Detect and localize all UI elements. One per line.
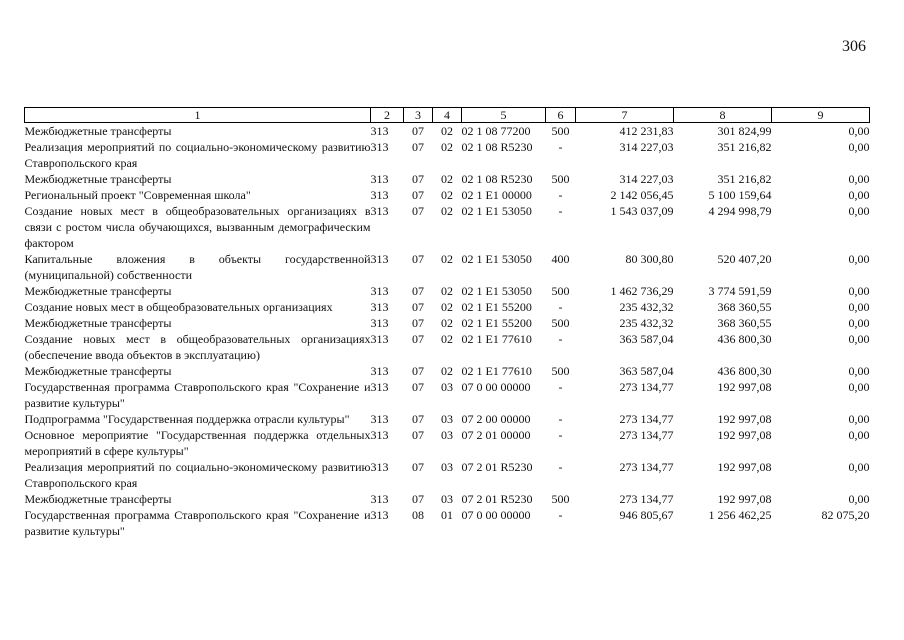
row-vr: -	[558, 380, 563, 394]
table-row	[25, 283, 870, 299]
row-vr: 500	[551, 172, 570, 186]
row-vr: -	[558, 428, 563, 442]
row-value-7: 80 300,80	[625, 252, 674, 266]
row-value-8: 436 800,30	[717, 364, 772, 378]
row-name: Создание новых мест в общеобразовательных организациях в связи с ростом числа обучающихся, вызванным демографическим фактором	[24, 204, 371, 250]
row-pr: 02	[441, 364, 453, 378]
col-header-ved: 2	[371, 108, 404, 123]
col-header-csr: 5	[462, 108, 546, 123]
row-value-8: 4 294 998,79	[708, 204, 772, 218]
row-rz: 07	[412, 492, 424, 506]
row-ved: 313	[370, 380, 389, 394]
row-value-7: 273 134,77	[619, 492, 674, 506]
table-row	[25, 411, 870, 427]
row-value-7: 273 134,77	[619, 412, 674, 426]
row-rz: 07	[412, 300, 424, 314]
row-rz: 07	[412, 124, 424, 138]
row-name: Реализация мероприятий по социально-экономическому развитию Ставропольского края	[24, 140, 371, 170]
row-csr: 07 2 01 00000	[461, 428, 531, 442]
row-pr: 03	[441, 428, 453, 442]
row-vr: -	[558, 412, 563, 426]
row-pr: 03	[441, 492, 453, 506]
row-value-8: 192 997,08	[717, 428, 772, 442]
row-name: Региональный проект "Современная школа"	[24, 188, 251, 202]
row-pr: 03	[441, 412, 453, 426]
row-name: Межбюджетные трансферты	[24, 364, 172, 378]
row-value-7: 273 134,77	[619, 428, 674, 442]
row-value-7: 363 587,04	[619, 332, 674, 346]
row-name: Межбюджетные трансферты	[24, 492, 172, 506]
row-value-7: 235 432,32	[619, 300, 674, 314]
col-header-value-7: 7	[576, 108, 674, 123]
row-value-7: 946 805,67	[619, 508, 674, 522]
row-value-8: 368 360,55	[717, 316, 772, 330]
row-csr: 02 1 E1 77610	[461, 332, 532, 346]
row-value-8: 436 800,30	[717, 332, 772, 346]
col-header-name: 1	[25, 108, 371, 123]
row-name: Государственная программа Ставропольского края "Сохранение и развитие культуры"	[24, 380, 371, 410]
row-rz: 07	[412, 460, 424, 474]
row-name: Межбюджетные трансферты	[24, 124, 172, 138]
row-name: Капитальные вложения в объекты государственной (муниципальной) собственности	[24, 252, 371, 282]
row-value-7: 314 227,03	[619, 172, 674, 186]
row-pr: 03	[441, 380, 453, 394]
row-pr: 01	[441, 508, 453, 522]
table-row	[25, 363, 870, 379]
row-name: Создание новых мест в общеобразовательных организациях	[24, 300, 333, 314]
row-value-7: 1 462 736,29	[610, 284, 674, 298]
row-value-9: 0,00	[848, 412, 870, 426]
row-ved: 313	[370, 492, 389, 506]
row-pr: 03	[441, 460, 453, 474]
row-vr: -	[558, 300, 563, 314]
row-value-8: 3 774 591,59	[708, 284, 772, 298]
col-header-rz: 3	[404, 108, 433, 123]
row-value-8: 192 997,08	[717, 412, 772, 426]
row-rz: 07	[412, 412, 424, 426]
row-name: Основное мероприятие "Государственная поддержка отдельных мероприятий в сфере культуры"	[24, 428, 371, 458]
table-row	[25, 123, 870, 140]
row-value-8: 5 100 159,64	[708, 188, 772, 202]
row-ved: 313	[370, 316, 389, 330]
col-header-value-8: 8	[674, 108, 772, 123]
row-pr: 02	[441, 140, 453, 154]
row-value-8: 192 997,08	[717, 380, 772, 394]
page-number: 306	[842, 38, 866, 55]
row-name: Подпрограмма "Государственная поддержка отрасли культуры"	[24, 412, 350, 426]
row-value-7: 273 134,77	[619, 460, 674, 474]
table-row	[25, 203, 870, 251]
row-vr: -	[558, 508, 563, 522]
row-csr: 07 2 00 00000	[461, 412, 531, 426]
row-vr: 500	[551, 124, 570, 138]
row-csr: 02 1 08 R5230	[461, 172, 533, 186]
row-ved: 313	[370, 252, 389, 266]
row-value-7: 363 587,04	[619, 364, 674, 378]
col-header-vr: 6	[546, 108, 576, 123]
row-rz: 08	[412, 508, 424, 522]
row-name: Реализация мероприятий по социально-экономическому развитию Ставропольского края	[24, 460, 371, 490]
row-vr: -	[558, 460, 563, 474]
row-csr: 02 1 E1 55200	[461, 300, 532, 314]
row-value-8: 351 216,82	[717, 140, 772, 154]
row-value-8: 192 997,08	[717, 460, 772, 474]
row-ved: 313	[370, 428, 389, 442]
row-ved: 313	[370, 172, 389, 186]
row-value-8: 192 997,08	[717, 492, 772, 506]
row-csr: 02 1 E1 53050	[461, 284, 532, 298]
row-value-7: 314 227,03	[619, 140, 674, 154]
row-value-9: 0,00	[848, 316, 870, 330]
table-row	[25, 315, 870, 331]
row-csr: 02 1 E1 53050	[461, 252, 532, 266]
row-vr: 500	[551, 284, 570, 298]
row-csr: 02 1 E1 53050	[461, 204, 532, 218]
row-rz: 07	[412, 172, 424, 186]
row-value-9: 0,00	[848, 204, 870, 218]
table-row	[25, 299, 870, 315]
row-value-8: 351 216,82	[717, 172, 772, 186]
row-value-9: 0,00	[848, 188, 870, 202]
row-ved: 313	[370, 204, 389, 218]
row-value-9: 0,00	[848, 124, 870, 138]
table-row	[25, 379, 870, 411]
row-value-9: 0,00	[848, 428, 870, 442]
row-value-8: 1 256 462,25	[708, 508, 772, 522]
row-pr: 02	[441, 204, 453, 218]
row-value-9: 0,00	[848, 300, 870, 314]
row-name: Межбюджетные трансферты	[24, 284, 172, 298]
row-rz: 07	[412, 364, 424, 378]
row-ved: 313	[370, 300, 389, 314]
row-value-9: 0,00	[848, 380, 870, 394]
table-row	[25, 331, 870, 363]
row-value-9: 0,00	[848, 140, 870, 154]
row-rz: 07	[412, 332, 424, 346]
col-header-pr: 4	[433, 108, 462, 123]
row-pr: 02	[441, 332, 453, 346]
row-value-8: 301 824,99	[717, 124, 772, 138]
row-pr: 02	[441, 300, 453, 314]
row-rz: 07	[412, 140, 424, 154]
row-value-7: 2 142 056,45	[610, 188, 674, 202]
table-row	[25, 459, 870, 491]
row-name: Межбюджетные трансферты	[24, 172, 172, 186]
row-value-9: 82 075,20	[821, 508, 870, 522]
row-csr: 02 1 08 R5230	[461, 140, 533, 154]
row-rz: 07	[412, 284, 424, 298]
row-csr: 02 1 E1 77610	[461, 364, 532, 378]
row-rz: 07	[412, 204, 424, 218]
row-vr: 400	[551, 252, 570, 266]
row-csr: 02 1 E1 00000	[461, 188, 532, 202]
row-value-9: 0,00	[848, 252, 870, 266]
row-value-7: 235 432,32	[619, 316, 674, 330]
row-value-7: 1 543 037,09	[610, 204, 674, 218]
table-row	[25, 507, 870, 539]
row-value-9: 0,00	[848, 364, 870, 378]
row-rz: 07	[412, 252, 424, 266]
budget-table	[24, 107, 870, 539]
col-header-value-9: 9	[772, 108, 870, 123]
row-vr: 500	[551, 364, 570, 378]
row-pr: 02	[441, 284, 453, 298]
table-row	[25, 171, 870, 187]
row-csr: 02 1 08 77200	[461, 124, 531, 138]
row-pr: 02	[441, 316, 453, 330]
row-vr: 500	[551, 492, 570, 506]
row-csr: 07 0 00 00000	[461, 508, 531, 522]
row-value-9: 0,00	[848, 284, 870, 298]
table-row	[25, 187, 870, 203]
row-ved: 313	[370, 412, 389, 426]
row-rz: 07	[412, 428, 424, 442]
row-ved: 313	[370, 188, 389, 202]
row-value-7: 412 231,83	[619, 124, 674, 138]
row-csr: 07 0 00 00000	[461, 380, 531, 394]
row-value-8: 368 360,55	[717, 300, 772, 314]
row-ved: 313	[370, 460, 389, 474]
row-pr: 02	[441, 188, 453, 202]
row-value-9: 0,00	[848, 332, 870, 346]
row-value-9: 0,00	[848, 172, 870, 186]
row-name: Создание новых мест в общеобразовательных организациях (обеспечение ввода объектов в эксплуатацию)	[24, 332, 371, 362]
row-vr: 500	[551, 316, 570, 330]
row-pr: 02	[441, 124, 453, 138]
row-vr: -	[558, 188, 563, 202]
row-vr: -	[558, 140, 563, 154]
row-rz: 07	[412, 316, 424, 330]
row-name: Государственная программа Ставропольского края "Сохранение и развитие культуры"	[24, 508, 371, 538]
row-ved: 313	[370, 124, 389, 138]
row-vr: -	[558, 204, 563, 218]
table-row	[25, 491, 870, 507]
table-row	[25, 427, 870, 459]
table-row	[25, 139, 870, 171]
row-vr: -	[558, 332, 563, 346]
table-row	[25, 251, 870, 283]
header-row	[25, 108, 870, 123]
row-csr: 02 1 E1 55200	[461, 316, 532, 330]
row-csr: 07 2 01 R5230	[461, 460, 533, 474]
row-name: Межбюджетные трансферты	[24, 316, 172, 330]
row-pr: 02	[441, 252, 453, 266]
row-ved: 313	[370, 284, 389, 298]
row-value-9: 0,00	[848, 460, 870, 474]
row-value-7: 273 134,77	[619, 380, 674, 394]
row-ved: 313	[370, 332, 389, 346]
row-csr: 07 2 01 R5230	[461, 492, 533, 506]
row-ved: 313	[370, 364, 389, 378]
row-ved: 313	[370, 508, 389, 522]
row-pr: 02	[441, 172, 453, 186]
row-value-9: 0,00	[848, 492, 870, 506]
row-value-8: 520 407,20	[717, 252, 772, 266]
row-rz: 07	[412, 380, 424, 394]
row-rz: 07	[412, 188, 424, 202]
row-ved: 313	[370, 140, 389, 154]
